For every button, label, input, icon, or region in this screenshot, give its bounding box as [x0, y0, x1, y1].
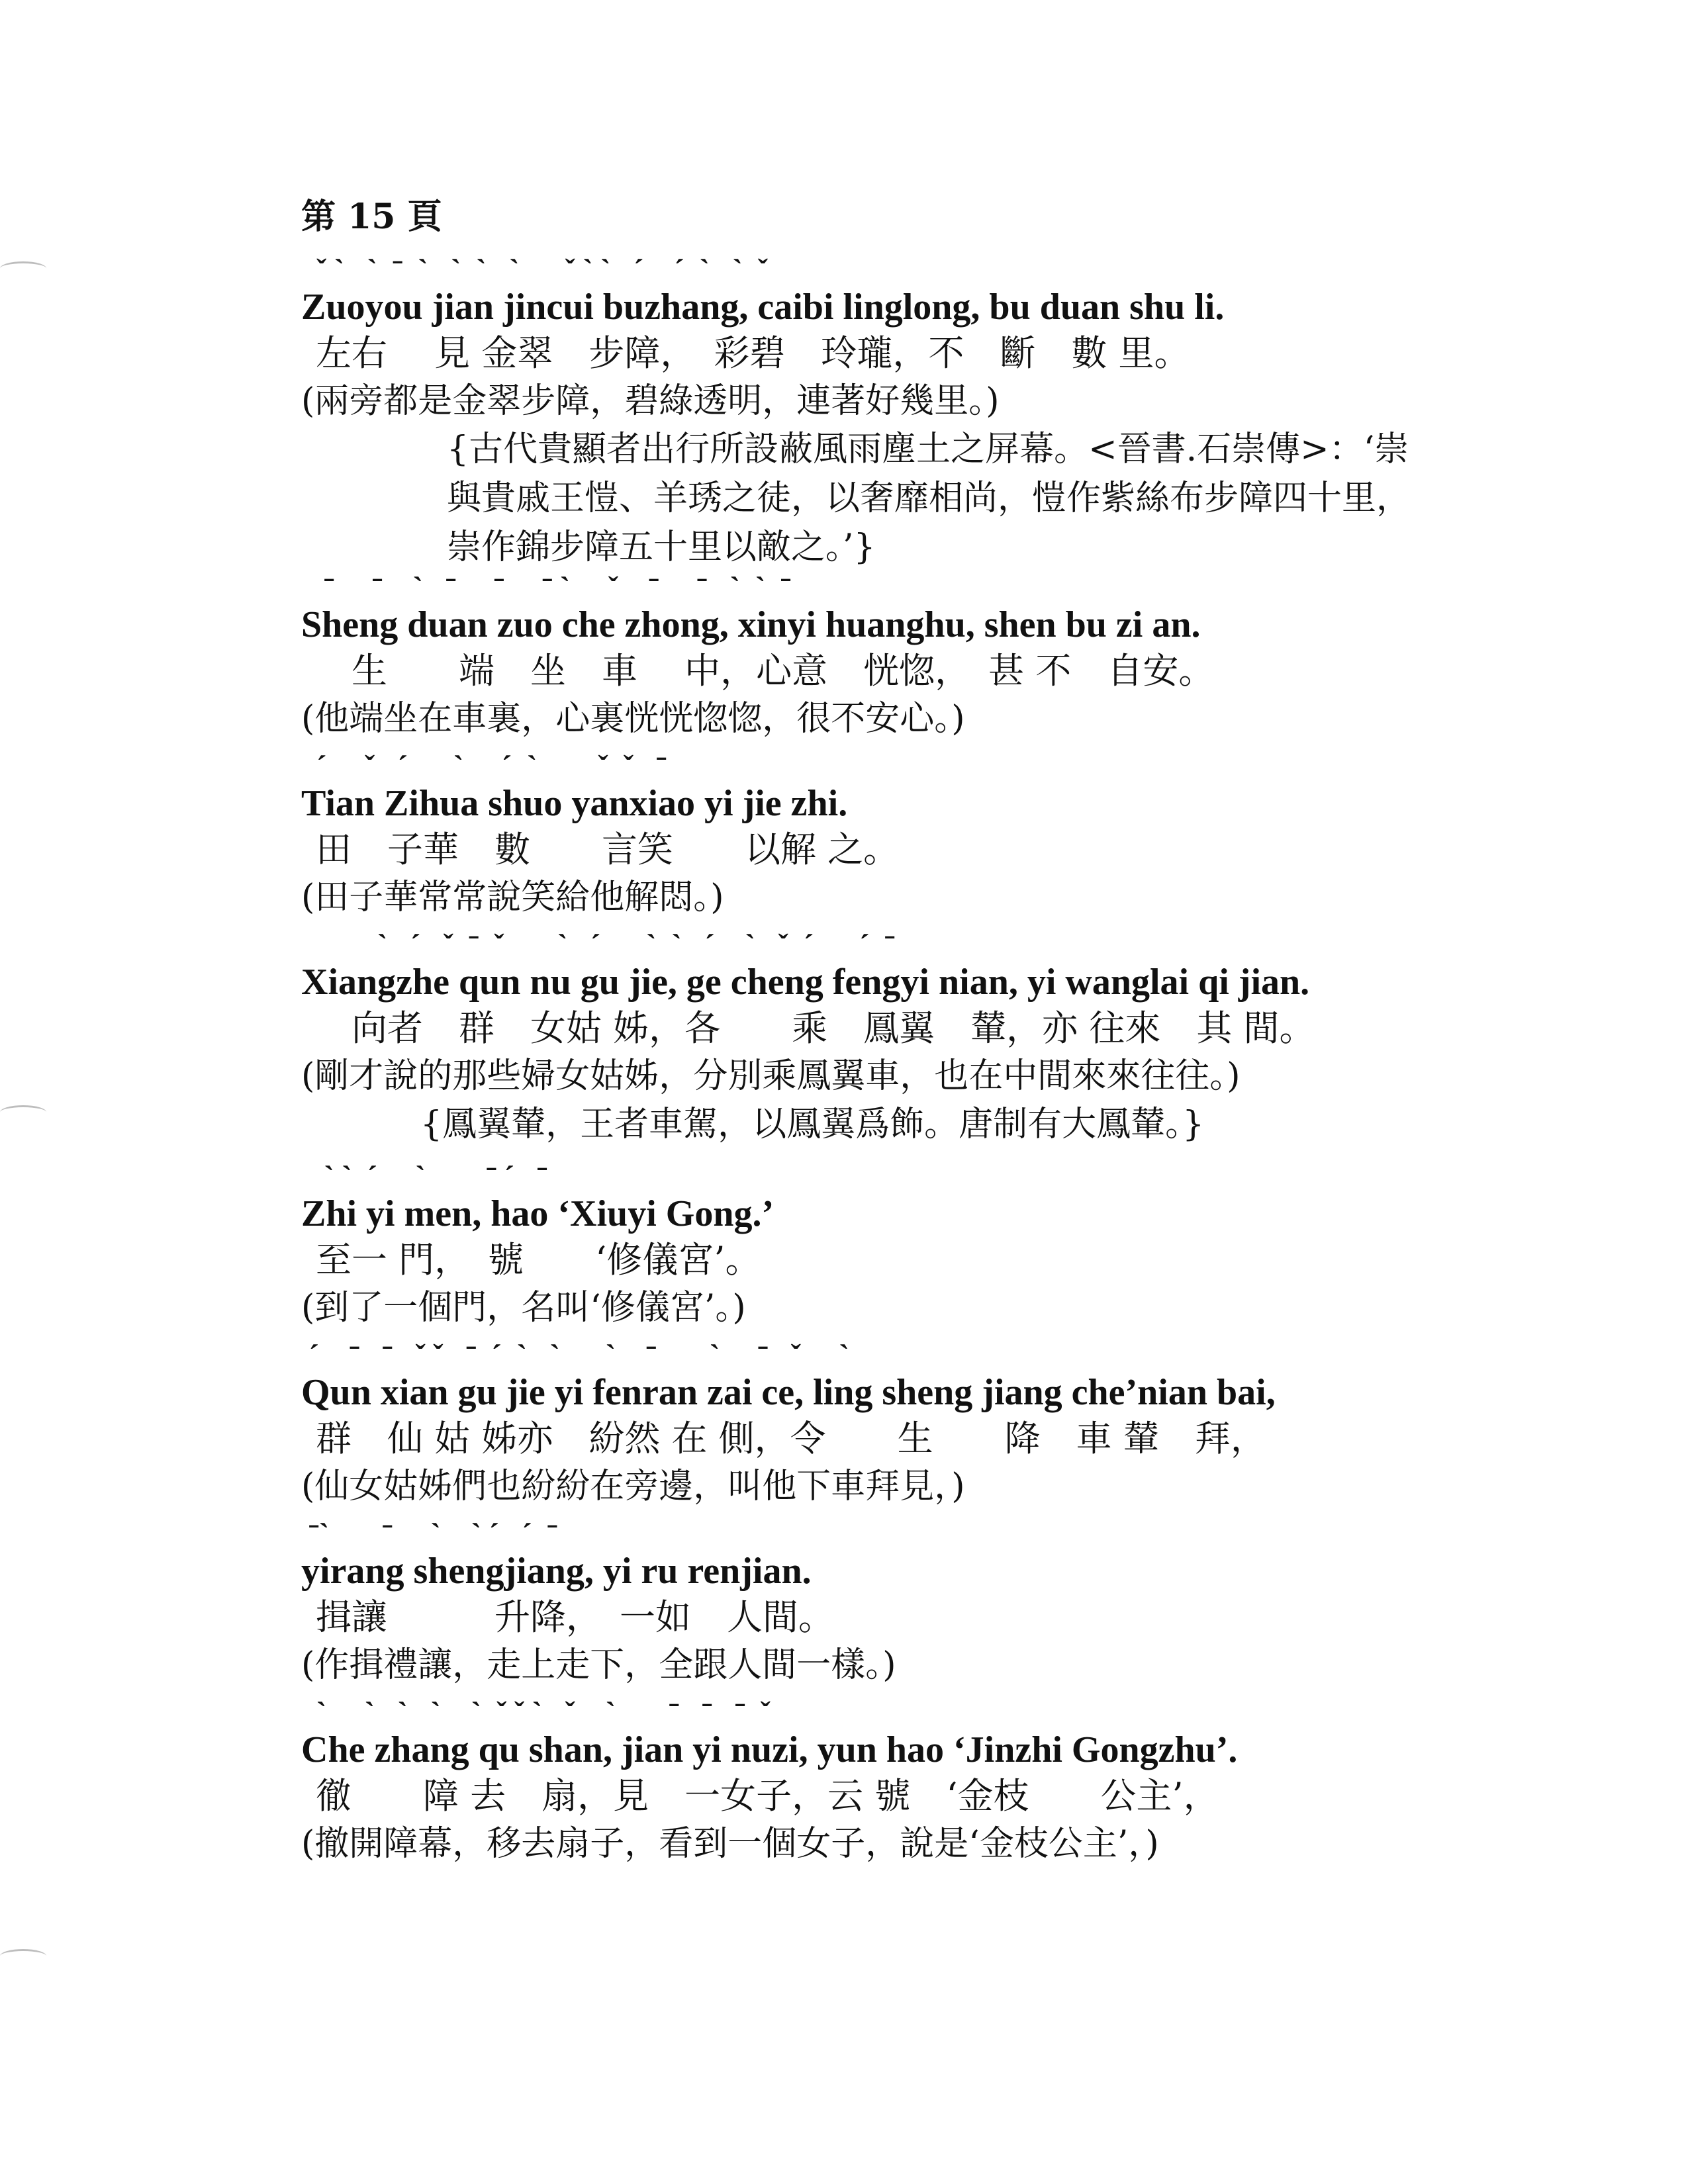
hanzi-line: 至一 門， 號 ‘修儀宮’。 — [316, 1239, 761, 1281]
gloss-line: (到了一個門，名叫‘修儀宮’。) — [301, 1288, 746, 1328]
entry-4 — [301, 928, 1493, 1149]
gloss-line: (撤開障幕，移去扇子，看到一個女子，說是‘金枝公主’，) — [301, 1824, 1159, 1864]
pinyin-line: Zuoyou jian jincui buzhang, caibi linglong, bu duan shu li. — [301, 287, 1225, 328]
page-number-label: 第 15 頁 — [301, 197, 442, 237]
pinyin-line: Che zhang qu shan, jian yi nuzi, yun hao ‘Jinzhi Gongzhu’. — [301, 1729, 1238, 1770]
tone-marks: ˉ ˉ ˋ ˉ ˉ ˉ ˋ ˇ ˉ ˉ ˋ ˋ ˉ — [301, 570, 791, 604]
entry-2 — [301, 570, 1493, 743]
annotation-note: {鳳翼輦，王者車駕，以鳳翼爲飾。唐制有大鳳輦。} — [420, 1105, 1205, 1144]
tone-marks: ˋ ˋ ˊ ˋ ˉ ˊ ˉ — [301, 1160, 547, 1193]
entry-6 — [301, 1338, 1493, 1510]
hanzi-line: 群 仙 姑 姊亦 紛然 在 側，令 生 降 車 輦 拜， — [316, 1418, 1266, 1459]
hanzi-line: 揖讓 升降， 一如 人間。 — [316, 1596, 834, 1638]
binder-hole-mark — [0, 1949, 46, 1963]
pinyin-line: Sheng duan zuo che zhong, xinyi huanghu, shen bu zi an. — [301, 604, 1201, 645]
tone-marks: ˉˋ ˉ ˋ ˋ ˊ ˊ ˉ — [301, 1517, 558, 1551]
pinyin-line: Xiangzhe qun nu gu jie, ge cheng fengyi nian, yi wanglai qi jian. — [301, 962, 1310, 1003]
gloss-line: (他端坐在車裏，心裏恍恍惚惚，很不安心。) — [301, 699, 965, 739]
pinyin-line: yirang shengjiang, yi ru renjian. — [301, 1551, 812, 1592]
hanzi-line: 左右 見 金翠 步障， 彩碧 玲瓏，不 斷 數 里。 — [316, 332, 1190, 374]
tone-marks: ˋ ˋ ˋ ˋ ˋ ˇ ˇ ˋ ˇ ˋ ˉ ˉ ˉ ˇ — [301, 1696, 771, 1729]
tone-marks: ˋ ˊ ˇ ˉ ˇ ˋ ˊ ˋ ˋ ˊ ˋ ˇ ˊ ˊ ˉ — [301, 928, 895, 962]
hanzi-line: 向者 群 女姑 姊，各 乘 鳳翼 輦，亦 往來 其 間。 — [316, 1007, 1315, 1049]
hanzi-line: 生 端 坐 車 中，心意 恍惚， 甚 不 自安。 — [316, 650, 1215, 692]
binder-hole-mark — [0, 1105, 46, 1119]
pinyin-line: Zhi yi men, hao ‘Xiuyi Gong.’ — [301, 1193, 774, 1234]
entry-5 — [301, 1160, 1493, 1332]
gloss-line: (仙女姑姊們也紛紛在旁邊，叫他下車拜見，) — [301, 1467, 965, 1506]
entry-1 — [301, 253, 1493, 572]
hanzi-line: 徹 障 去 扇，見 一女子，云 號 ‘金枝 公主’， — [316, 1775, 1219, 1817]
pinyin-line: Tian Zihua shuo yanxiao yi jie zhi. — [301, 783, 848, 824]
entry-8 — [301, 1696, 1493, 1868]
annotation-note: {古代貴顯者出行所設蔽風雨塵土之屏幕。<晉書.石崇傳>：‘崇與貴戚王愷、羊琇之徒，以奢靡相尚，愷作紫絲布步障四十里，崇作錦步障五十里以敵之。’} — [447, 430, 1411, 567]
tone-marks: ˊ ˉ ˉ ˇ ˇ ˉ ˊ ˋ ˋ ˋ ˉ ˋ ˉ ˇ ˋ — [301, 1338, 849, 1372]
entry-7 — [301, 1517, 1493, 1689]
gloss-line: (剛才說的那些婦女姑姊，分別乘鳳翼車，也在中間來來往往。) — [301, 1056, 1241, 1096]
hanzi-line: 田 子華 數 言笑 以解 之。 — [316, 829, 900, 870]
tone-marks: ˊ ˇ ˊ ˋ ˊ ˋ ˇ ˇ ˉ — [301, 749, 667, 783]
entry-3 — [301, 749, 1493, 921]
binder-hole-mark — [0, 261, 46, 275]
tone-marks: ˇ ˋ ˋ ˉ ˋ ˋ ˋ ˋ ˇ ˋ ˋ ˊ ˊ ˋ ˋ ˇ — [301, 253, 769, 287]
gloss-line: (兩旁都是金翠步障，碧綠透明，連著好幾里。) — [301, 381, 1000, 421]
gloss-line: (田子華常常說笑給他解悶。) — [301, 878, 724, 917]
gloss-line: (作揖禮讓，走上走下，全跟人間一樣。) — [301, 1645, 896, 1685]
pinyin-line: Qun xian gu jie yi fenran zai ce, ling sheng jiang che’nian bai, — [301, 1372, 1276, 1413]
